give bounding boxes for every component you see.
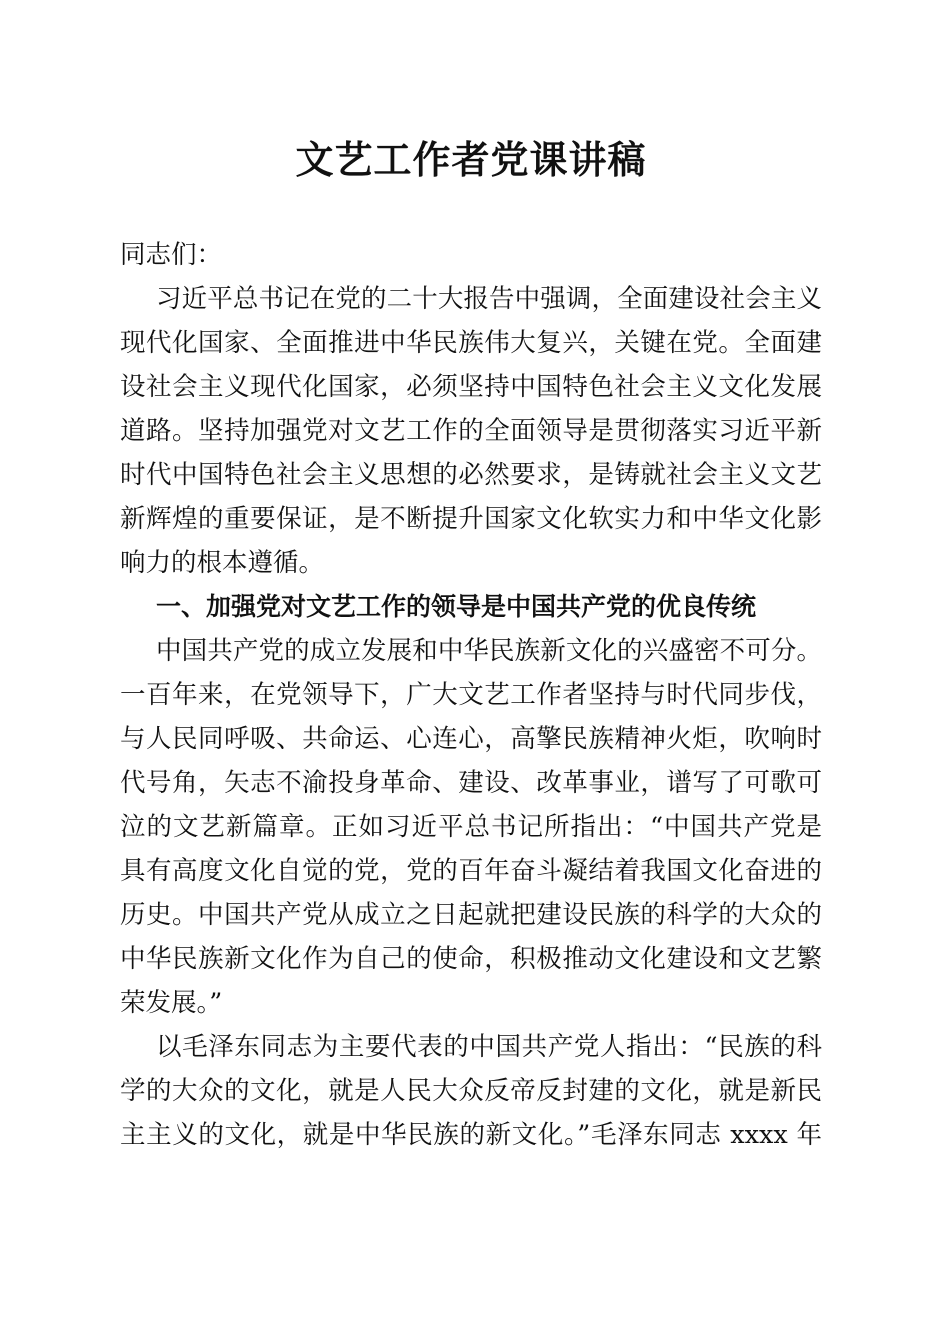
paragraph-line: 设社会主义现代化国家，必须坚持中国特色社会主义文化发展 — [120, 372, 822, 402]
paragraph-line: 习近平总书记在党的二十大报告中强调，全面建设社会主义 — [156, 284, 822, 314]
paragraph-line: 时代中国特色社会主义思想的必然要求，是铸就社会主义文艺 — [120, 460, 822, 490]
paragraph-line: 荣发展。” — [120, 988, 223, 1018]
paragraph-line: 学的大众的文化，就是人民大众反帝反封建的文化，就是新民 — [120, 1076, 822, 1106]
paragraph-line: 具有高度文化自觉的党，党的百年奋斗凝结着我国文化奋进的 — [120, 856, 822, 886]
paragraph-line: 中华民族新文化作为自己的使命，积极推动文化建设和文艺繁 — [120, 944, 822, 974]
paragraph-line: 代号角，矢志不渝投身革命、建设、改革事业，谱写了可歌可 — [120, 768, 822, 798]
paragraph-line: 以毛泽东同志为主要代表的中国共产党人指出：“民族的科 — [156, 1032, 822, 1062]
paragraph-line: 道路。坚持加强党对文艺工作的全面领导是贯彻落实习近平新 — [120, 416, 822, 446]
paragraph-line: 泣的文艺新篇章。正如习近平总书记所指出：“中国共产党是 — [120, 812, 822, 842]
paragraph-line: 响力的根本遵循。 — [120, 548, 325, 578]
paragraph-line: 中国共产党的成立发展和中华民族新文化的兴盛密不可分。 — [156, 636, 822, 666]
paragraph-line: 新辉煌的重要保证，是不断提升国家文化软实力和中华文化影 — [120, 504, 822, 534]
paragraph-line: 与人民同呼吸、共命运、心连心，高擎民族精神火炬，吹响时 — [120, 724, 822, 754]
paragraph-line: 历史。中国共产党从成立之日起就把建设民族的科学的大众的 — [120, 900, 822, 930]
salutation: 同志们： — [120, 240, 223, 270]
paragraph-line: 一百年来，在党领导下，广大文艺工作者坚持与时代同步伐， — [120, 680, 822, 710]
paragraph-line: 主主义的文化，就是中华民族的新文化。”毛泽东同志 xxxx 年 — [120, 1120, 822, 1150]
paragraph-line: 现代化国家、全面推进中华民族伟大复兴，关键在党。全面建 — [120, 328, 822, 358]
document-title: 文艺工作者党课讲稿 — [295, 137, 647, 182]
section-heading: 一、加强党对文艺工作的领导是中国共产党的优良传统 — [156, 592, 757, 621]
